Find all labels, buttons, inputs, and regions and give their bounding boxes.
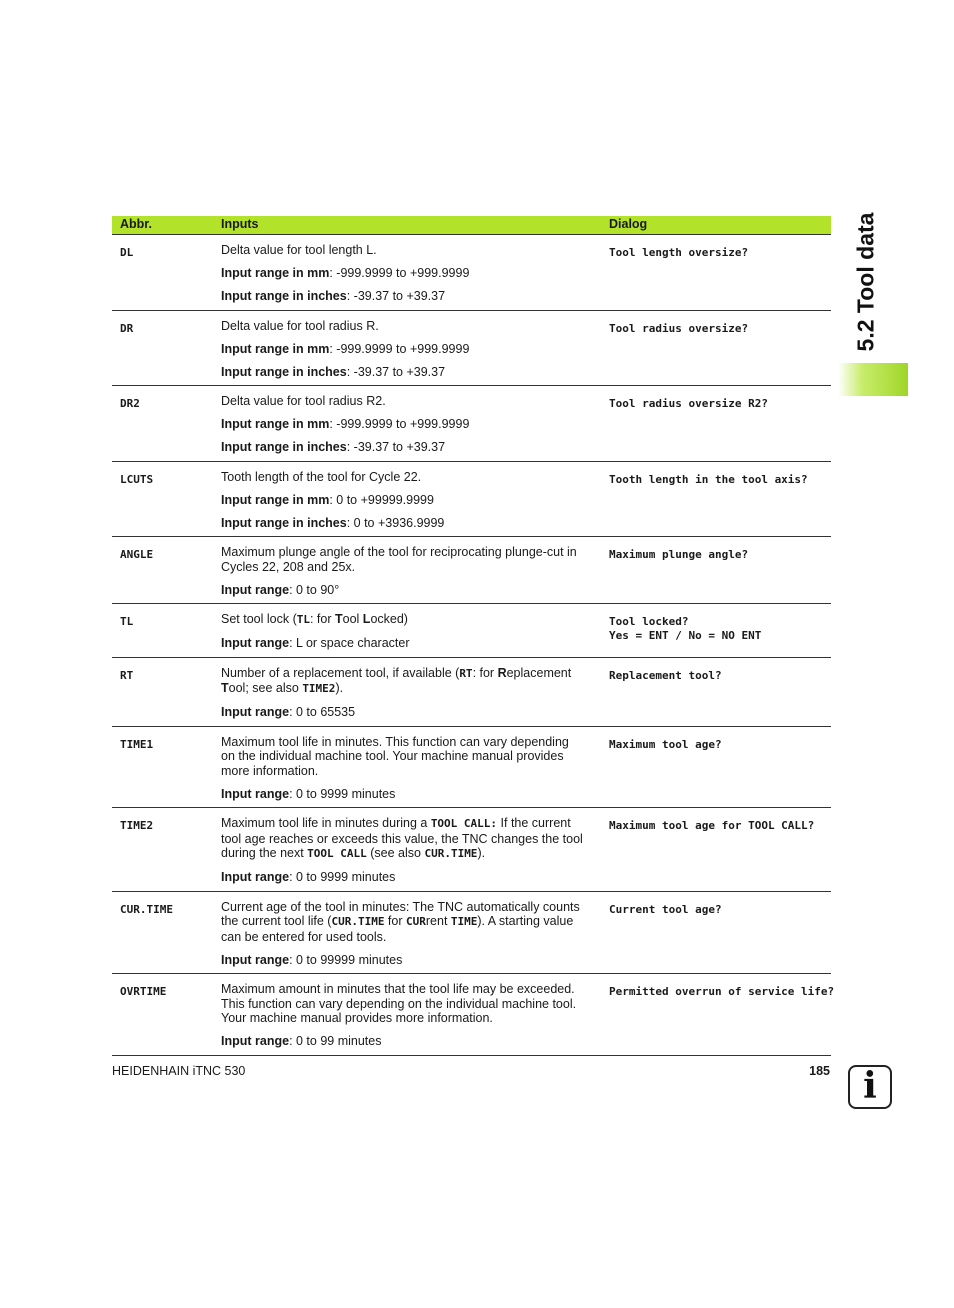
table-row-rt [112, 658, 831, 727]
abbr-cell: ANGLE [120, 548, 154, 561]
inputs-cell [221, 658, 593, 726]
description: Maximum tool life in minutes. This function can vary depending on the individual machine tool. Your machine manual provides more information. [221, 734, 569, 778]
description: Current age of the tool in minutes: The TNC automatically counts the current tool life (CUR.TIME for CURrent TIME). A starting value can be entered for used tools. [221, 899, 580, 944]
table-row-dr [112, 311, 831, 387]
table-row-dr2 [112, 386, 831, 462]
range: Input range: 0 to 9999 minutes [221, 870, 396, 884]
header-abbr: Abbr. [120, 217, 152, 231]
info-icon [848, 1065, 892, 1109]
dialog-cell: Maximum tool age for TOOL CALL? [609, 819, 815, 832]
range-mm: Input range in mm: 0 to +99999.9999 [221, 492, 434, 507]
inputs-cell [221, 311, 593, 386]
header-dialog: Dialog [609, 217, 648, 231]
dialog-cell: Replacement tool? [609, 668, 722, 682]
table-row-dl [112, 235, 831, 311]
abbr-cell: TL [120, 615, 134, 628]
abbr-cell: RT [120, 668, 134, 682]
abbr-cell: DR2 [120, 397, 140, 410]
range-inches: Input range in inches: 0 to +3936.9999 [221, 515, 445, 530]
inputs-cell [221, 808, 593, 891]
description: Maximum tool life in minutes during a TOOL CALL: If the current tool age reaches or exceeds this value, the TNC changes the tool during the next TOOL CALL (see also CUR.TIME). [221, 816, 583, 860]
description: Number of a replacement tool, if available (RT: for Replacement Tool; see also TIME2). [221, 665, 572, 695]
range-inches: Input range in inches: -39.37 to +39.37 [221, 289, 446, 303]
abbr-cell: TIME2 [120, 819, 154, 832]
range-mm: Input range in mm: -999.9999 to +999.9999 [221, 266, 470, 280]
range-mm: Input range in mm: -999.9999 to +999.9999 [221, 417, 470, 431]
table-row-angle [112, 537, 831, 604]
range-inches: Input range in inches: -39.37 to +39.37 [221, 440, 446, 454]
table-row-time2 [112, 808, 831, 892]
abbr-cell: DR [120, 321, 134, 335]
abbr-cell: DL [120, 246, 134, 259]
table-row-time1 [112, 727, 831, 809]
page-number: 185 [809, 1064, 830, 1078]
range: Input range: 0 to 9999 minutes [221, 786, 396, 801]
range-inches: Input range in inches: -39.37 to +39.37 [221, 364, 446, 379]
description: Maximum amount in minutes that the tool life may be exceeded. This function can vary depending on the individual machine tool. Your machine manual provides more information. [221, 982, 577, 1025]
dialog-cell: Tool length oversize? [609, 246, 749, 259]
dialog-cell: Tool radius oversize? [609, 321, 749, 335]
range: Input range: 0 to 99 minutes [221, 1034, 382, 1048]
dialog-cell: Permitted overrun of service life? [609, 985, 835, 998]
footer-product-name: HEIDENHAIN iTNC 530 [112, 1064, 246, 1078]
table-row-lcuts [112, 462, 831, 538]
abbr-cell: CUR.TIME [120, 902, 173, 916]
abbr-cell: OVRTIME [120, 985, 167, 998]
dialog-cell: Current tool age? [609, 902, 722, 916]
inputs-cell [221, 386, 593, 461]
abbr-cell: LCUTS [120, 472, 154, 486]
inputs-cell [221, 537, 593, 603]
inputs-cell [221, 462, 593, 537]
range: Input range: 0 to 65535 [221, 705, 356, 719]
range: Input range: 0 to 99999 minutes [221, 952, 403, 967]
table-row-curtime [112, 892, 831, 975]
table-row-ovrtime [112, 974, 835, 1056]
description: Delta value for tool radius R. [221, 318, 379, 333]
tool-data-table [112, 216, 835, 1056]
description: Delta value for tool radius R2. [221, 394, 386, 408]
inputs-cell [221, 974, 593, 1055]
section-tab-marker [838, 363, 908, 396]
dialog-cell: Maximum tool age? [609, 737, 722, 751]
description: Tooth length of the tool for Cycle 22. [221, 469, 422, 484]
description: Set tool lock (TL: for Tool Locked) [221, 612, 408, 626]
table-header [112, 216, 831, 235]
description: Maximum plunge angle of the tool for reciprocating plunge-cut in Cycles 22, 208 and 25x. [221, 545, 577, 574]
range: Input range: 0 to 90° [221, 582, 340, 597]
dialog-cell: Tooth length in the tool axis? [609, 472, 808, 486]
header-inputs: Inputs [221, 217, 259, 231]
description: Delta value for tool length L. [221, 243, 377, 257]
info-icon-glyph: i [863, 1065, 877, 1107]
range-mm: Input range in mm: -999.9999 to +999.9999 [221, 341, 470, 356]
inputs-cell [221, 892, 593, 974]
abbr-cell: TIME1 [120, 737, 154, 751]
inputs-cell [221, 727, 593, 808]
section-title-text: 5.2 Tool data [852, 212, 879, 352]
dialog-cell: Tool radius oversize R2? [609, 397, 768, 410]
dialog-cell: Maximum plunge angle? [609, 548, 749, 561]
table-row-tl [112, 604, 831, 658]
range: Input range: L or space character [221, 636, 410, 650]
dialog-cell: Tool locked? Yes = ENT / No = NO ENT [609, 615, 762, 642]
section-title-vertical [852, 212, 880, 352]
inputs-cell [221, 604, 593, 657]
inputs-cell [221, 235, 593, 310]
